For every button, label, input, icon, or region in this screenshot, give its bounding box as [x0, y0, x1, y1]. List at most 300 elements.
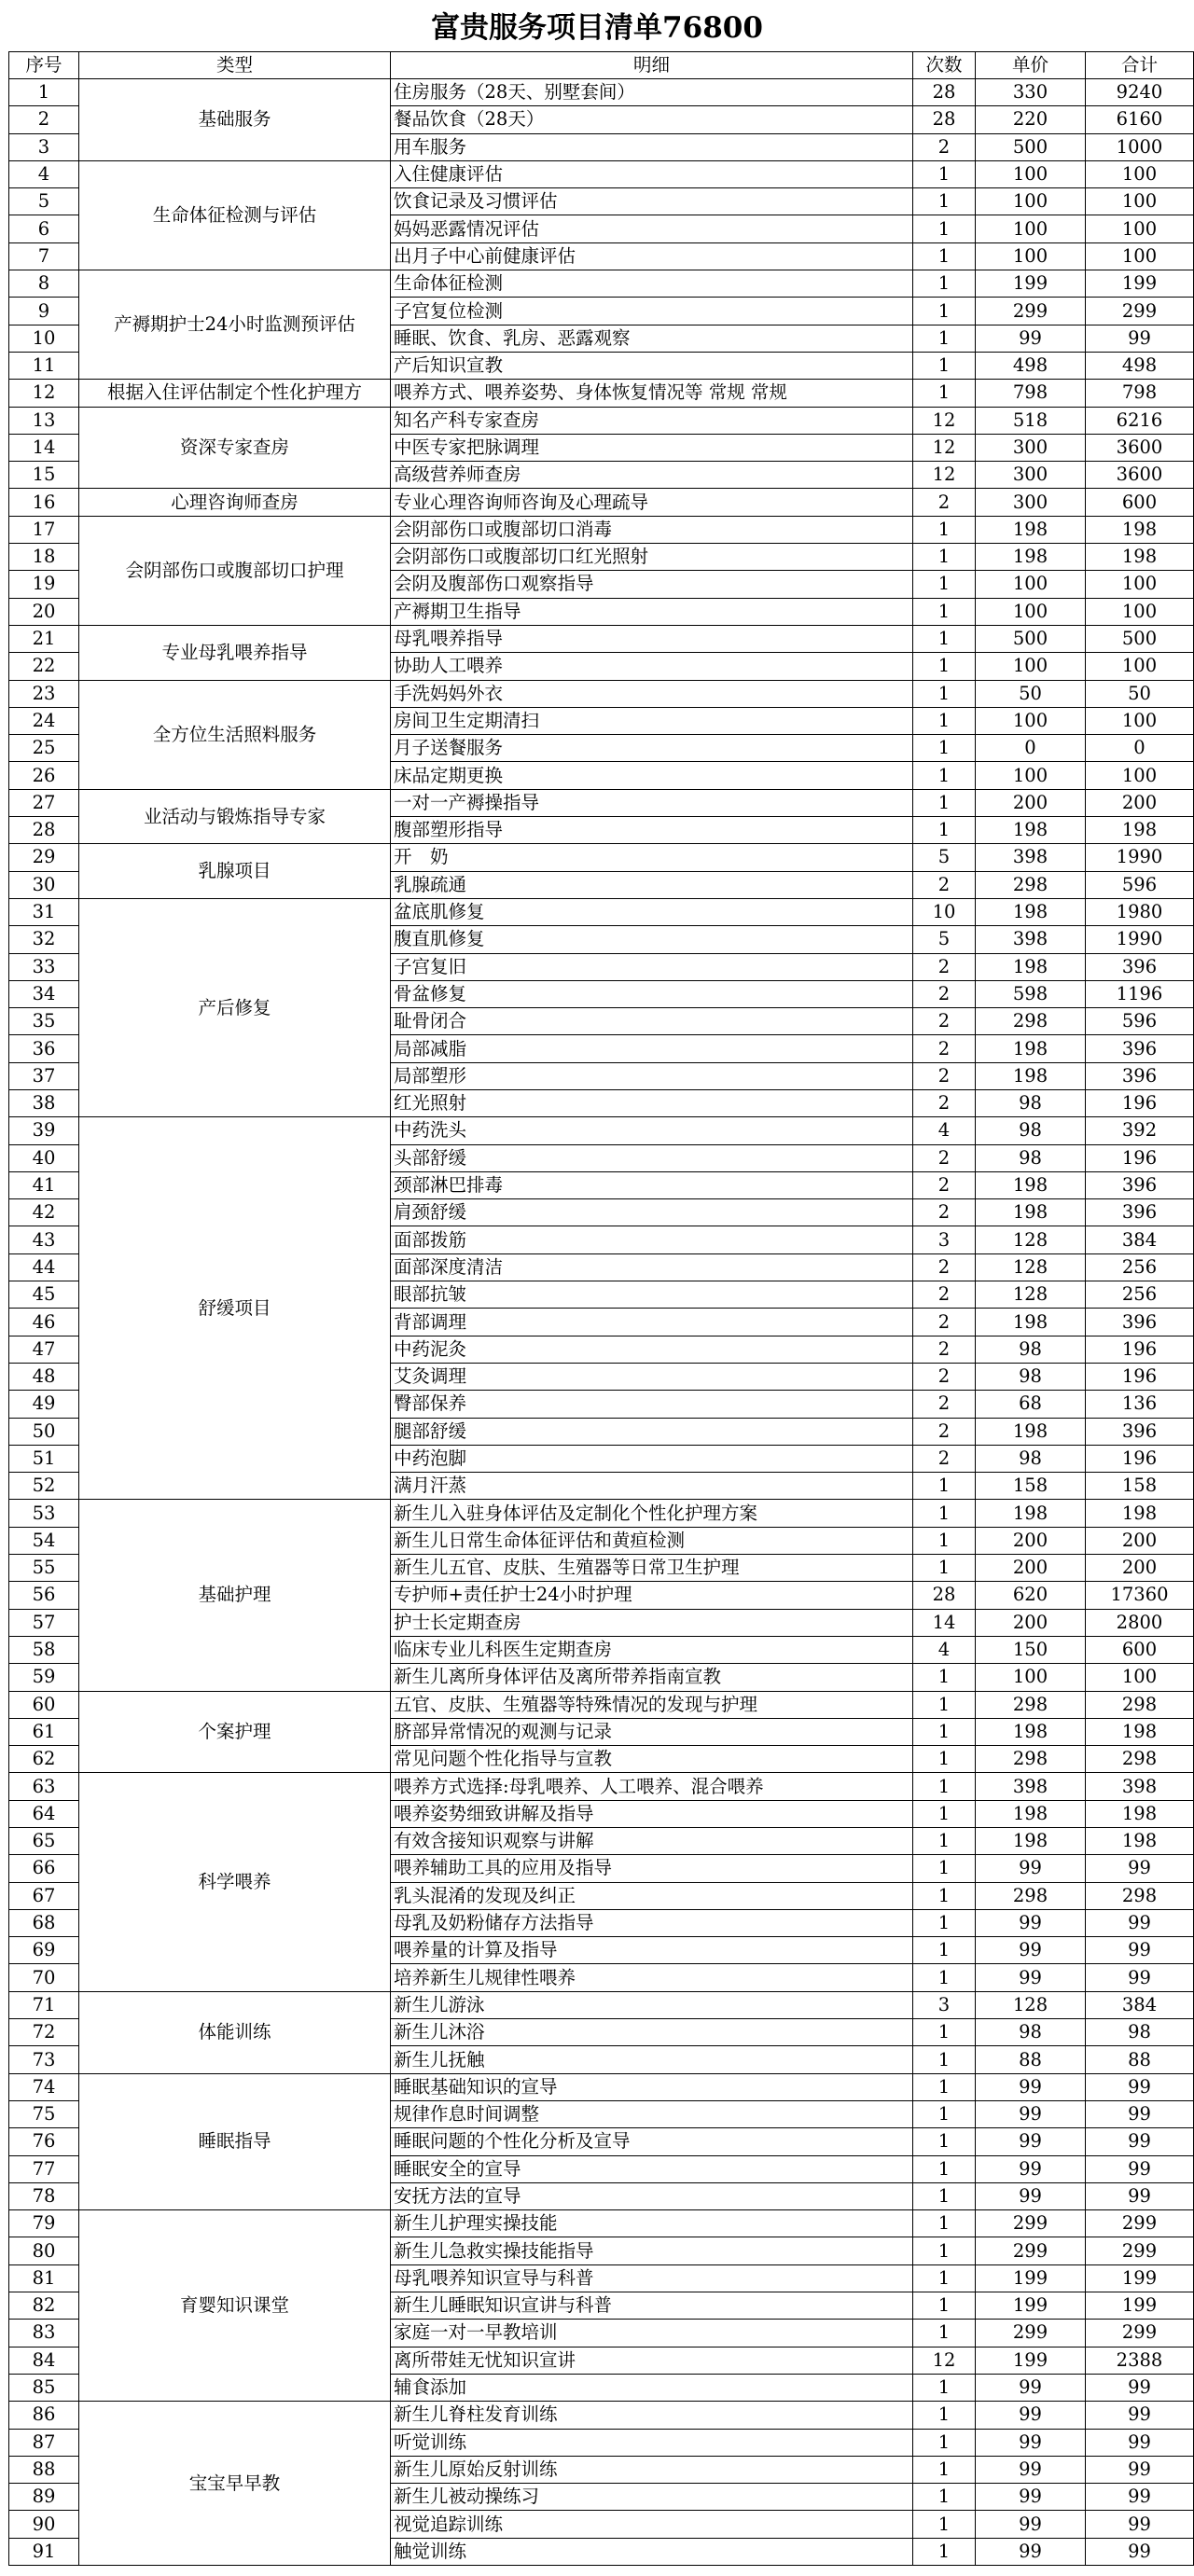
row-number: 42 — [9, 1199, 79, 1226]
row-number: 63 — [9, 1773, 79, 1800]
table-row — [9, 79, 1194, 106]
times-cell: 1 — [913, 270, 976, 298]
row-number: 30 — [9, 871, 79, 898]
row-number: 72 — [9, 2019, 79, 2046]
detail-cell: 睡眠问题的个性化分析及宣导 — [391, 2128, 913, 2155]
detail-cell: 盆底肌修复 — [391, 898, 913, 925]
detail-cell: 安抚方法的宣导 — [391, 2182, 913, 2209]
price-cell: 100 — [976, 571, 1086, 598]
detail-cell: 面部拨筋 — [391, 1226, 913, 1253]
times-cell: 1 — [913, 2511, 976, 2538]
detail-cell: 餐品饮食（28天） — [391, 106, 913, 133]
row-number: 70 — [9, 1964, 79, 1991]
header-price: 单价 — [976, 52, 1086, 79]
header-detail: 明细 — [391, 52, 913, 79]
total-cell: 196 — [1086, 1336, 1194, 1363]
times-cell: 1 — [913, 2484, 976, 2511]
detail-cell: 会阴及腹部伤口观察指导 — [391, 571, 913, 598]
category-cell: 全方位生活照料服务 — [79, 680, 391, 789]
row-number: 39 — [9, 1117, 79, 1144]
detail-cell: 用车服务 — [391, 133, 913, 160]
total-cell: 1990 — [1086, 844, 1194, 871]
total-cell: 396 — [1086, 1309, 1194, 1336]
times-cell: 1 — [913, 1500, 976, 1527]
times-cell: 1 — [913, 735, 976, 762]
times-cell: 1 — [913, 789, 976, 816]
price-cell: 620 — [976, 1582, 1086, 1609]
total-cell: 196 — [1086, 1363, 1194, 1390]
total-cell: 98 — [1086, 2019, 1194, 2046]
price-cell: 100 — [976, 707, 1086, 734]
detail-cell: 臀部保养 — [391, 1391, 913, 1418]
price-cell: 158 — [976, 1473, 1086, 1500]
row-number: 6 — [9, 215, 79, 242]
detail-cell: 一对一产褥操指导 — [391, 789, 913, 816]
table-row — [9, 407, 1194, 434]
price-cell: 99 — [976, 2155, 1086, 2182]
times-cell: 1 — [913, 1555, 976, 1582]
row-number: 64 — [9, 1800, 79, 1827]
row-number: 33 — [9, 953, 79, 980]
price-cell: 298 — [976, 871, 1086, 898]
detail-cell: 面部深度清洁 — [391, 1253, 913, 1281]
times-cell: 1 — [913, 2374, 976, 2401]
total-cell: 3600 — [1086, 434, 1194, 461]
detail-cell: 专业心理咨询师咨询及心理疏导 — [391, 489, 913, 516]
times-cell: 28 — [913, 1582, 976, 1609]
times-cell: 2 — [913, 1309, 976, 1336]
row-number: 3 — [9, 133, 79, 160]
price-cell: 199 — [976, 2264, 1086, 2292]
detail-cell: 乳头混淆的发现及纠正 — [391, 1882, 913, 1909]
category-cell: 生命体征检测与评估 — [79, 160, 391, 270]
price-cell: 198 — [976, 516, 1086, 543]
times-cell: 14 — [913, 1609, 976, 1636]
row-number: 37 — [9, 1062, 79, 1089]
category-cell: 根据入住评估制定个性化护理方 — [79, 380, 391, 407]
price-cell: 198 — [976, 1062, 1086, 1089]
row-number: 52 — [9, 1473, 79, 1500]
total-cell: 99 — [1086, 1964, 1194, 1991]
times-cell: 1 — [913, 2182, 976, 2209]
detail-cell: 局部塑形 — [391, 1062, 913, 1089]
times-cell: 2 — [913, 1253, 976, 1281]
total-cell: 2388 — [1086, 2347, 1194, 2374]
detail-cell: 新生儿游泳 — [391, 1991, 913, 2018]
total-cell: 196 — [1086, 1144, 1194, 1171]
total-cell: 498 — [1086, 352, 1194, 379]
total-cell: 198 — [1086, 1500, 1194, 1527]
total-cell: 6160 — [1086, 106, 1194, 133]
price-cell: 198 — [976, 1035, 1086, 1062]
row-number: 34 — [9, 980, 79, 1007]
detail-cell: 新生儿沐浴 — [391, 2019, 913, 2046]
header-no: 序号 — [9, 52, 79, 79]
total-cell: 384 — [1086, 1991, 1194, 2018]
total-cell: 396 — [1086, 1418, 1194, 1445]
category-cell: 个案护理 — [79, 1691, 391, 1773]
times-cell: 1 — [913, 1664, 976, 1691]
total-cell: 199 — [1086, 2292, 1194, 2320]
total-cell: 9240 — [1086, 79, 1194, 106]
times-cell: 2 — [913, 1445, 976, 1472]
row-number: 2 — [9, 106, 79, 133]
table-row — [9, 270, 1194, 298]
price-cell: 99 — [976, 2073, 1086, 2100]
category-cell: 会阴部伤口或腹部切口护理 — [79, 516, 391, 625]
total-cell: 99 — [1086, 325, 1194, 352]
detail-cell: 头部舒缓 — [391, 1144, 913, 1171]
price-cell: 200 — [976, 789, 1086, 816]
detail-cell: 背部调理 — [391, 1309, 913, 1336]
detail-cell: 中医专家把脉调理 — [391, 434, 913, 461]
row-number: 1 — [9, 79, 79, 106]
category-cell: 乳腺项目 — [79, 844, 391, 899]
times-cell: 2 — [913, 1281, 976, 1309]
total-cell: 198 — [1086, 516, 1194, 543]
category-cell: 育婴知识课堂 — [79, 2210, 391, 2402]
detail-cell: 入住健康评估 — [391, 160, 913, 187]
times-cell: 1 — [913, 1527, 976, 1554]
total-cell: 99 — [1086, 2402, 1194, 2429]
total-cell: 158 — [1086, 1473, 1194, 1500]
detail-cell: 红光照射 — [391, 1089, 913, 1116]
table-row — [9, 2073, 1194, 2100]
times-cell: 1 — [913, 1964, 976, 1991]
total-cell: 299 — [1086, 298, 1194, 325]
detail-cell: 耻骨闭合 — [391, 1008, 913, 1035]
times-cell: 12 — [913, 462, 976, 489]
category-cell: 业活动与锻炼指导专家 — [79, 789, 391, 844]
category-cell: 基础护理 — [79, 1500, 391, 1691]
total-cell: 396 — [1086, 1062, 1194, 1089]
price-cell: 128 — [976, 1226, 1086, 1253]
price-cell: 598 — [976, 980, 1086, 1007]
row-number: 4 — [9, 160, 79, 187]
table-row — [9, 1773, 1194, 1800]
price-cell: 100 — [976, 215, 1086, 242]
price-cell: 300 — [976, 462, 1086, 489]
row-number: 22 — [9, 653, 79, 680]
row-number: 32 — [9, 926, 79, 953]
times-cell: 1 — [913, 2456, 976, 2483]
times-cell: 1 — [913, 1718, 976, 1745]
price-cell: 330 — [976, 79, 1086, 106]
row-number: 29 — [9, 844, 79, 871]
detail-cell: 新生儿原始反射训练 — [391, 2456, 913, 2483]
table-row — [9, 625, 1194, 652]
times-cell: 1 — [913, 242, 976, 270]
row-number: 86 — [9, 2402, 79, 2429]
times-cell: 4 — [913, 1636, 976, 1663]
detail-cell: 腹部塑形指导 — [391, 817, 913, 844]
total-cell: 1196 — [1086, 980, 1194, 1007]
total-cell: 396 — [1086, 1199, 1194, 1226]
times-cell: 12 — [913, 407, 976, 434]
price-cell: 220 — [976, 106, 1086, 133]
row-number: 48 — [9, 1363, 79, 1390]
times-cell: 1 — [913, 2046, 976, 2073]
total-cell: 396 — [1086, 1035, 1194, 1062]
times-cell: 28 — [913, 106, 976, 133]
price-cell: 798 — [976, 380, 1086, 407]
price-cell: 299 — [976, 298, 1086, 325]
row-number: 24 — [9, 707, 79, 734]
total-cell: 17360 — [1086, 1582, 1194, 1609]
times-cell: 12 — [913, 434, 976, 461]
row-number: 28 — [9, 817, 79, 844]
times-cell: 28 — [913, 79, 976, 106]
times-cell: 1 — [913, 1773, 976, 1800]
row-number: 45 — [9, 1281, 79, 1309]
detail-cell: 眼部抗皱 — [391, 1281, 913, 1309]
times-cell: 1 — [913, 625, 976, 652]
total-cell: 198 — [1086, 544, 1194, 571]
times-cell: 2 — [913, 980, 976, 1007]
times-cell: 2 — [913, 1089, 976, 1116]
total-cell: 299 — [1086, 2210, 1194, 2237]
times-cell: 2 — [913, 1062, 976, 1089]
price-cell: 99 — [976, 1909, 1086, 1936]
detail-cell: 新生儿五官、皮肤、生殖器等日常卫生护理 — [391, 1555, 913, 1582]
times-cell: 1 — [913, 1800, 976, 1827]
row-number: 81 — [9, 2264, 79, 2292]
total-cell: 99 — [1086, 2538, 1194, 2565]
times-cell: 1 — [913, 188, 976, 215]
price-cell: 298 — [976, 1691, 1086, 1718]
row-number: 13 — [9, 407, 79, 434]
row-number: 15 — [9, 462, 79, 489]
detail-cell: 知名产科专家查房 — [391, 407, 913, 434]
detail-cell: 视觉追踪训练 — [391, 2511, 913, 2538]
total-cell: 198 — [1086, 817, 1194, 844]
detail-cell: 家庭一对一早教培训 — [391, 2320, 913, 2347]
total-cell: 298 — [1086, 1746, 1194, 1773]
row-number: 58 — [9, 1636, 79, 1663]
times-cell: 1 — [913, 380, 976, 407]
times-cell: 1 — [913, 2210, 976, 2237]
detail-cell: 规律作息时间调整 — [391, 2100, 913, 2127]
total-cell: 6216 — [1086, 407, 1194, 434]
detail-cell: 喂养辅助工具的应用及指导 — [391, 1855, 913, 1882]
row-number: 35 — [9, 1008, 79, 1035]
price-cell: 100 — [976, 762, 1086, 789]
detail-cell: 喂养方式、喂养姿势、身体恢复情况等 常规 常规 — [391, 380, 913, 407]
total-cell: 198 — [1086, 1828, 1194, 1855]
table-row — [9, 844, 1194, 871]
page-title: 富贵服务项目清单76800 — [431, 11, 763, 45]
total-cell: 596 — [1086, 871, 1194, 898]
total-cell: 100 — [1086, 598, 1194, 625]
detail-cell: 会阴部伤口或腹部切口红光照射 — [391, 544, 913, 571]
total-cell: 50 — [1086, 680, 1194, 707]
total-cell: 299 — [1086, 2320, 1194, 2347]
row-number: 83 — [9, 2320, 79, 2347]
detail-cell: 生命体征检测 — [391, 270, 913, 298]
price-cell: 150 — [976, 1636, 1086, 1663]
price-cell: 0 — [976, 735, 1086, 762]
price-cell: 299 — [976, 2210, 1086, 2237]
row-number: 51 — [9, 1445, 79, 1472]
price-cell: 298 — [976, 1746, 1086, 1773]
detail-cell: 新生儿被动操练习 — [391, 2484, 913, 2511]
detail-cell: 有效含接知识观察与讲解 — [391, 1828, 913, 1855]
times-cell: 1 — [913, 680, 976, 707]
price-cell: 300 — [976, 489, 1086, 516]
detail-cell: 新生儿离所身体评估及离所带养指南宣教 — [391, 1664, 913, 1691]
times-cell: 1 — [913, 215, 976, 242]
detail-cell: 新生儿护理实操技能 — [391, 2210, 913, 2237]
row-number: 78 — [9, 2182, 79, 2209]
price-cell: 198 — [976, 1309, 1086, 1336]
detail-cell: 局部减脂 — [391, 1035, 913, 1062]
table-row — [9, 380, 1194, 407]
detail-cell: 腹直肌修复 — [391, 926, 913, 953]
detail-cell: 协助人工喂养 — [391, 653, 913, 680]
times-cell: 1 — [913, 1937, 976, 1964]
detail-cell: 新生儿急救实操技能指导 — [391, 2237, 913, 2264]
times-cell: 1 — [913, 516, 976, 543]
total-cell: 99 — [1086, 2484, 1194, 2511]
total-cell: 100 — [1086, 707, 1194, 734]
price-cell: 199 — [976, 2347, 1086, 2374]
detail-cell: 中药泡脚 — [391, 1445, 913, 1472]
row-number: 66 — [9, 1855, 79, 1882]
row-number: 67 — [9, 1882, 79, 1909]
detail-cell: 培养新生儿规律性喂养 — [391, 1964, 913, 1991]
times-cell: 1 — [913, 2128, 976, 2155]
times-cell: 1 — [913, 1691, 976, 1718]
row-number: 62 — [9, 1746, 79, 1773]
row-number: 27 — [9, 789, 79, 816]
detail-cell: 新生儿抚触 — [391, 2046, 913, 2073]
row-number: 17 — [9, 516, 79, 543]
total-cell: 1000 — [1086, 133, 1194, 160]
table-row — [9, 1117, 1194, 1144]
detail-cell: 床品定期更换 — [391, 762, 913, 789]
times-cell: 3 — [913, 1226, 976, 1253]
category-cell: 睡眠指导 — [79, 2073, 391, 2209]
detail-cell: 会阴部伤口或腹部切口消毒 — [391, 516, 913, 543]
category-cell: 产后修复 — [79, 898, 391, 1116]
row-number: 12 — [9, 380, 79, 407]
detail-cell: 听觉训练 — [391, 2429, 913, 2456]
detail-cell: 子宫复旧 — [391, 953, 913, 980]
detail-cell: 月子送餐服务 — [391, 735, 913, 762]
total-cell: 396 — [1086, 953, 1194, 980]
row-number: 20 — [9, 598, 79, 625]
row-number: 80 — [9, 2237, 79, 2264]
detail-cell: 饮食记录及习惯评估 — [391, 188, 913, 215]
category-cell: 心理咨询师查房 — [79, 489, 391, 516]
times-cell: 1 — [913, 707, 976, 734]
total-cell: 299 — [1086, 2237, 1194, 2264]
times-cell: 2 — [913, 1171, 976, 1198]
row-number: 36 — [9, 1035, 79, 1062]
price-cell: 198 — [976, 953, 1086, 980]
price-cell: 99 — [976, 2429, 1086, 2456]
detail-cell: 临床专业儿科医生定期查房 — [391, 1636, 913, 1663]
category-cell: 宝宝早早教 — [79, 2402, 391, 2566]
row-number: 47 — [9, 1336, 79, 1363]
total-cell: 100 — [1086, 160, 1194, 187]
row-number: 75 — [9, 2100, 79, 2127]
detail-cell: 喂养姿势细致讲解及指导 — [391, 1800, 913, 1827]
price-cell: 98 — [976, 1336, 1086, 1363]
price-cell: 100 — [976, 1664, 1086, 1691]
detail-cell: 手洗妈妈外衣 — [391, 680, 913, 707]
price-cell: 99 — [976, 1937, 1086, 1964]
times-cell: 4 — [913, 1117, 976, 1144]
row-number: 54 — [9, 1527, 79, 1554]
detail-cell: 满月汗蒸 — [391, 1473, 913, 1500]
detail-cell: 新生儿睡眠知识宣讲与科普 — [391, 2292, 913, 2320]
price-cell: 198 — [976, 544, 1086, 571]
total-cell: 2800 — [1086, 1609, 1194, 1636]
price-cell: 99 — [976, 325, 1086, 352]
price-cell: 99 — [976, 1964, 1086, 1991]
row-number: 50 — [9, 1418, 79, 1445]
total-cell: 196 — [1086, 1445, 1194, 1472]
detail-cell: 触觉训练 — [391, 2538, 913, 2565]
price-cell: 198 — [976, 898, 1086, 925]
category-cell: 科学喂养 — [79, 1773, 391, 1991]
price-cell: 198 — [976, 1199, 1086, 1226]
row-number: 79 — [9, 2210, 79, 2237]
total-cell: 1980 — [1086, 898, 1194, 925]
row-number: 31 — [9, 898, 79, 925]
row-number: 46 — [9, 1309, 79, 1336]
row-number: 21 — [9, 625, 79, 652]
category-cell: 体能训练 — [79, 1991, 391, 2073]
times-cell: 1 — [913, 1882, 976, 1909]
times-cell: 10 — [913, 898, 976, 925]
times-cell: 1 — [913, 160, 976, 187]
detail-cell: 母乳及奶粉储存方法指导 — [391, 1909, 913, 1936]
price-cell: 98 — [976, 1363, 1086, 1390]
row-number: 10 — [9, 325, 79, 352]
row-number: 71 — [9, 1991, 79, 2018]
detail-cell: 骨盆修复 — [391, 980, 913, 1007]
times-cell: 1 — [913, 1855, 976, 1882]
total-cell: 99 — [1086, 2155, 1194, 2182]
total-cell: 200 — [1086, 789, 1194, 816]
row-number: 18 — [9, 544, 79, 571]
times-cell: 2 — [913, 1418, 976, 1445]
price-cell: 498 — [976, 352, 1086, 379]
price-cell: 98 — [976, 1445, 1086, 1472]
price-cell: 99 — [976, 2402, 1086, 2429]
row-number: 90 — [9, 2511, 79, 2538]
price-cell: 198 — [976, 817, 1086, 844]
times-cell: 1 — [913, 352, 976, 379]
row-number: 11 — [9, 352, 79, 379]
total-cell: 198 — [1086, 1718, 1194, 1745]
row-number: 88 — [9, 2456, 79, 2483]
price-cell: 518 — [976, 407, 1086, 434]
times-cell: 2 — [913, 1336, 976, 1363]
detail-cell: 产褥期卫生指导 — [391, 598, 913, 625]
price-cell: 99 — [976, 2374, 1086, 2401]
detail-cell: 新生儿日常生命体征评估和黄疸检测 — [391, 1527, 913, 1554]
detail-cell: 喂养方式选择:母乳喂养、人工喂养、混合喂养 — [391, 1773, 913, 1800]
times-cell: 2 — [913, 1144, 976, 1171]
price-cell: 100 — [976, 160, 1086, 187]
row-number: 74 — [9, 2073, 79, 2100]
price-cell: 99 — [976, 2456, 1086, 2483]
total-cell: 298 — [1086, 1691, 1194, 1718]
table-row — [9, 160, 1194, 187]
